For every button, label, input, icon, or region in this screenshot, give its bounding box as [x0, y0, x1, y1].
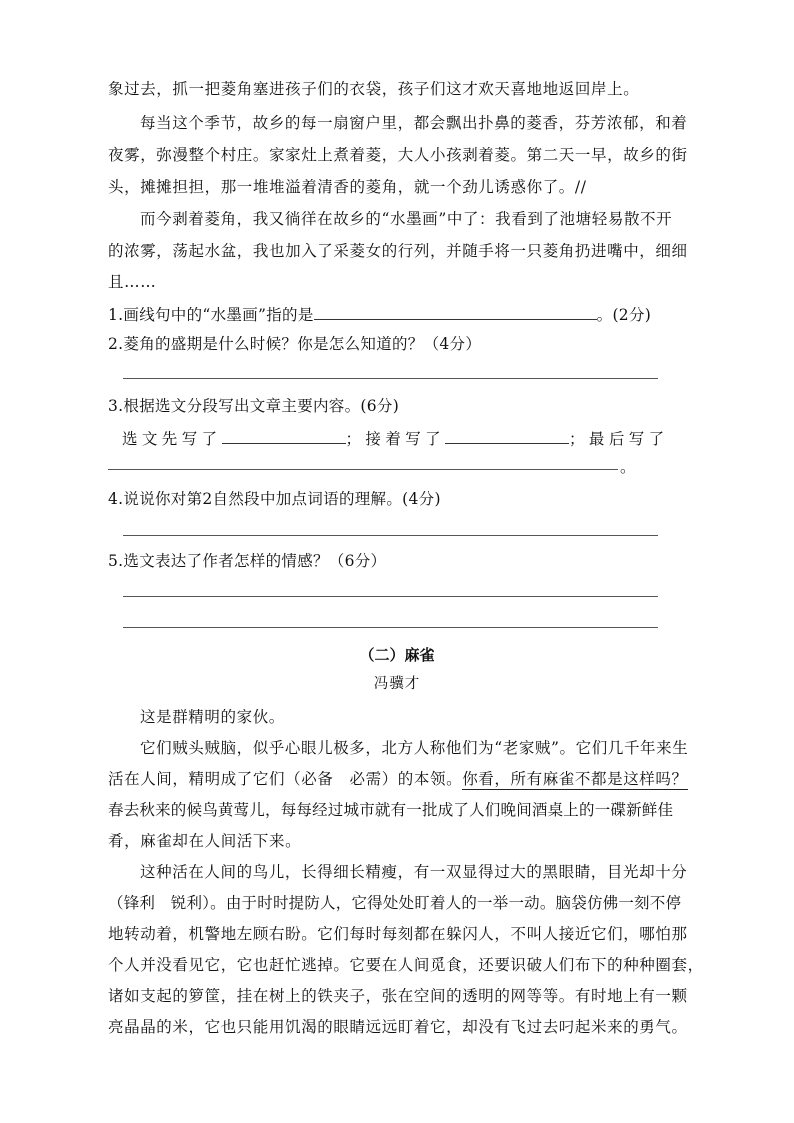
passage-line: 这是群精明的家伙。	[140, 708, 285, 726]
passage-line: 肴，麻雀却在人间活下来。	[108, 832, 302, 850]
question-3-part-2: ；接着写了	[345, 430, 446, 448]
question-1-text: 1.画线句中的“水墨画”指的是	[108, 306, 314, 324]
question-3-end: 。	[620, 458, 637, 476]
question-2-text: 2.菱角的盛期是什么时候？你是怎么知道的？（4分）	[108, 335, 482, 353]
question-5-text: 5.选文表达了作者怎样的情感？（6分）	[108, 552, 387, 570]
passage-line: 且……	[108, 273, 157, 291]
question-3-blank-2[interactable]	[445, 427, 569, 444]
question-3-fill	[122, 427, 692, 449]
passage-line: 它们贼头贼脑，似乎心眼儿极多，北方人称他们为“老家贼”。它们几千年来生	[140, 739, 689, 757]
passage-line: 亮晶晶的米，它也只能用饥渴的眼睛远远盯着它，却没有飞过去叼起米来的勇气。	[108, 1018, 688, 1036]
question-5-answer-line-2[interactable]	[123, 627, 658, 628]
passage-line-text: 活在人间，精明成了它们（必备 必需）的本领。	[108, 770, 463, 788]
question-3-blank-1[interactable]	[222, 427, 346, 444]
question-1-score: 。(2分)	[596, 306, 652, 324]
passage-2-author: 冯骥才	[373, 676, 421, 692]
question-3-blank-3[interactable]	[108, 469, 618, 470]
passage-line: 头，摊摊担担，那一堆堆溢着清香的菱角，就一个劲儿诱惑你了。//	[108, 178, 587, 196]
question-3-part-1: 选文先写了	[122, 430, 222, 448]
passage-line: 个人并没看见它，它也赶忙逃掉。它要在人间觅食，还要识破人们布下的种种圈套，	[108, 956, 704, 974]
passage-line: 地转动着，机警地左顾右盼。它们每时每刻都在躲闪人，不叫人接近它们，哪怕那	[108, 925, 688, 943]
passage-line: （锋利 锐利）。由于时时提防人，它得处处盯着人的一举一动。脑袋仿佛一刻不停	[108, 894, 682, 912]
question-4-text: 4.说说你对第2自然段中加点词语的理解。(4分)	[108, 490, 441, 508]
passage-line: 夜雾，弥漫整个村庄。家家灶上煮着菱，大人小孩剥着菱。第二天一早，故乡的街	[108, 146, 688, 164]
passage-line: 而今剥着菱角，我又徜徉在故乡的“水墨画”中了：我看到了池塘轻易散不开	[140, 210, 673, 228]
passage-2-title: （二）麻雀	[359, 646, 435, 664]
question-4-answer-line[interactable]	[123, 535, 658, 536]
passage-line: 这种活在人间的鸟儿，长得细长精瘦，有一双显得过大的黑眼睛，目光却十分	[140, 863, 688, 881]
passage-line: 象过去，抓一把菱角塞进孩子们的衣袋，孩子们这才欢天喜地地返回岸上。	[108, 80, 640, 98]
passage-line	[108, 769, 708, 789]
passage-line: 每当这个季节，故乡的每一扇窗户里，都会飘出扑鼻的菱香，芬芳浓郁，和着	[140, 114, 688, 132]
question-1	[108, 303, 728, 325]
passage-line: 的浓雾，荡起水盆，我也加入了采菱女的行列，并随手将一只菱角扔进嘴中，细细	[108, 242, 688, 260]
passage-line: 诸如支起的箩筐，挂在树上的铁夹子，张在空间的透明的网等等。有时地上有一颗	[108, 987, 688, 1005]
question-5-answer-line-1[interactable]	[123, 596, 658, 597]
passage-line: 春去秋来的候鸟黄莺儿，每每经过城市就有一批成了人们晚间酒桌上的一碟新鲜佳	[108, 801, 674, 819]
question-3-part-3: ；最后写了	[569, 430, 669, 448]
underlined-sentence: 你看，所有麻雀不都是这样吗？	[462, 770, 688, 788]
question-2-answer-line[interactable]	[123, 378, 658, 379]
question-3-text: 3.根据选文分段写出文章主要内容。(6分)	[108, 397, 400, 415]
question-1-answer-blank[interactable]	[314, 303, 597, 320]
